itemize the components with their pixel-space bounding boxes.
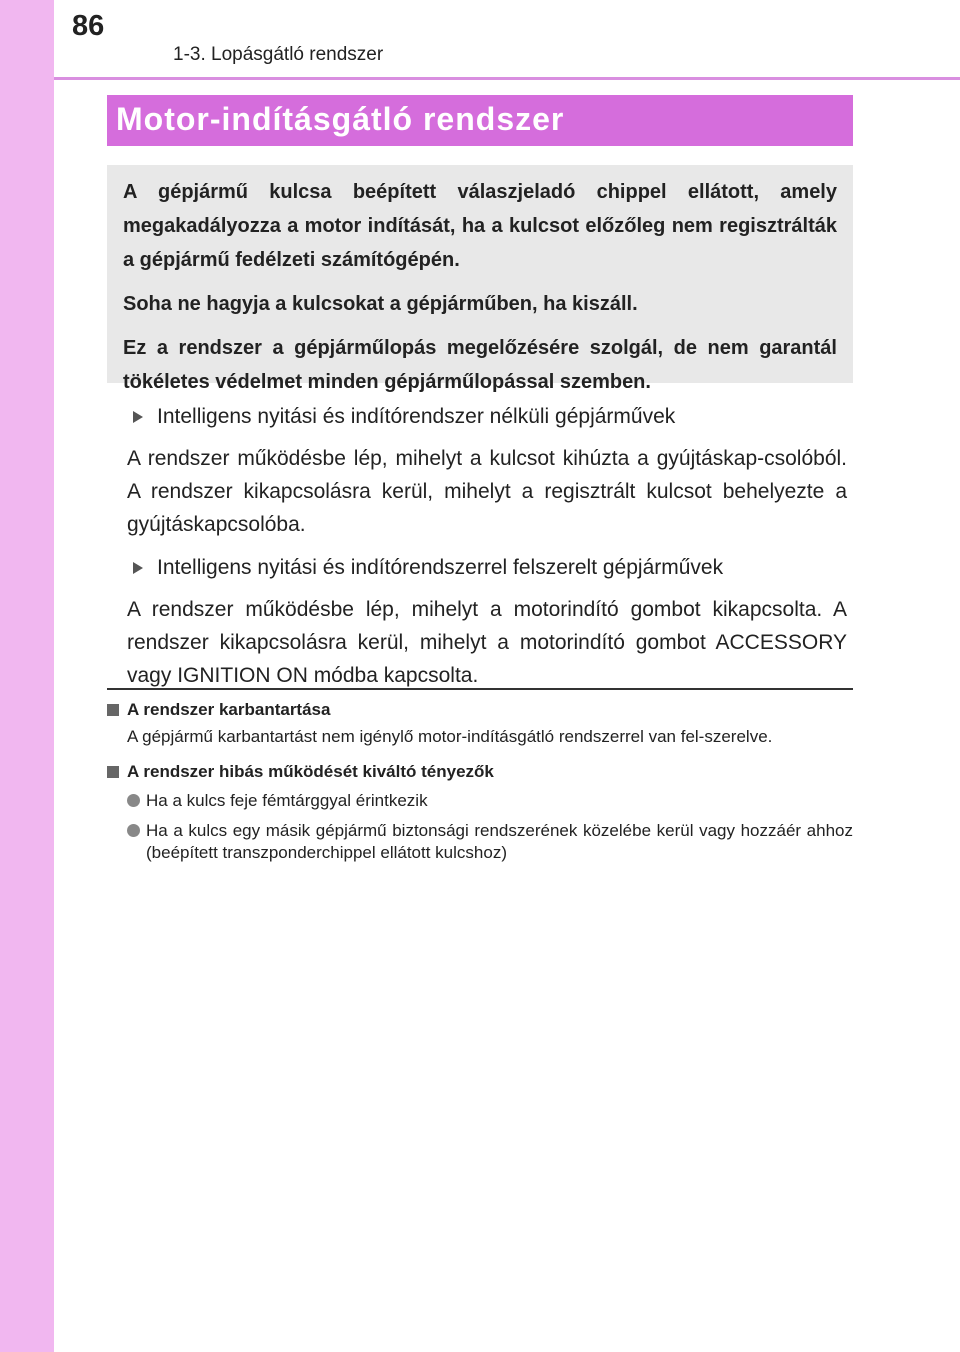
triangle-bullet-icon — [133, 562, 143, 574]
note-heading — [107, 698, 853, 722]
list-item-text: Ha a kulcs egy másik gépjármű biztonsági rendszerének közelébe kerül vagy hozzáér ahhoz (beépített transzponderchippel ellátott kulcshoz) — [146, 821, 853, 862]
summary-paragraph: Ez a rendszer a gépjárműlopás megelőzésére szolgál, de nem garantál tökéletes védelmet minden gépjárműlopással szemben. — [123, 337, 837, 393]
page-number: 86 — [72, 10, 105, 42]
notes-divider — [107, 688, 853, 690]
note-heading-text: A rendszer karbantartása — [127, 700, 331, 719]
list-item-text: Ha a kulcs feje fémtárggyal érintkezik — [146, 791, 428, 810]
note-heading — [107, 760, 853, 784]
note-heading-text: A rendszer hibás működését kiváltó tényezők — [127, 762, 494, 781]
triangle-bullet-icon — [133, 411, 143, 423]
square-bullet-icon — [107, 766, 119, 778]
summary-paragraph: Soha ne hagyja a kulcsokat a gépjárműben, ha kiszáll. — [123, 293, 638, 315]
list-item — [127, 790, 853, 812]
chapter-sidebar-tab — [0, 0, 54, 1352]
notes-section — [107, 698, 853, 872]
list-item — [127, 820, 853, 864]
section-header: 1-3. Lopásgátló rendszer — [173, 44, 384, 65]
page-title: Motor-indításgátló rendszer — [116, 101, 565, 137]
section-heading — [127, 400, 847, 434]
section-heading — [127, 551, 847, 585]
summary-paragraph: A gépjármű kulcsa beépített válaszjeladó chippel ellátott, amely megakadályozza a motor indítását, ha a kulcsot előzőleg nem regisztrálták a gépjármű fedélzeti számítógépén. — [123, 181, 837, 271]
note-body: A gépjármű karbantartást nem igénylő motor-indításgátló rendszerrel van fel-szerelve. — [127, 727, 773, 746]
section-paragraph: A rendszer működésbe lép, mihelyt a motorindító gombot kikapcsolta. A rendszer kikapcsolásra kerül, mihelyt a motorindító gombot ACCESSORY vagy IGNITION ON módba kapcsolta. — [127, 598, 847, 687]
square-bullet-icon — [107, 704, 119, 716]
circle-bullet-icon — [127, 824, 140, 837]
header-divider — [54, 77, 960, 80]
main-content — [127, 400, 847, 702]
circle-bullet-icon — [127, 794, 140, 807]
title-bar — [107, 95, 853, 146]
summary-box — [107, 165, 853, 393]
section-heading-text: Intelligens nyitási és indítórendszer nélküli gépjárművek — [157, 405, 676, 428]
section-paragraph: A rendszer működésbe lép, mihelyt a kulcsot kihúzta a gyújtáskap-csolóból. A rendszer kikapcsolásra kerül, mihelyt a regisztrált kulcsot behelyezte a gyújtáskapcsolóba. — [127, 447, 847, 536]
section-heading-text: Intelligens nyitási és indítórendszerrel felszerelt gépjárművek — [157, 556, 724, 579]
